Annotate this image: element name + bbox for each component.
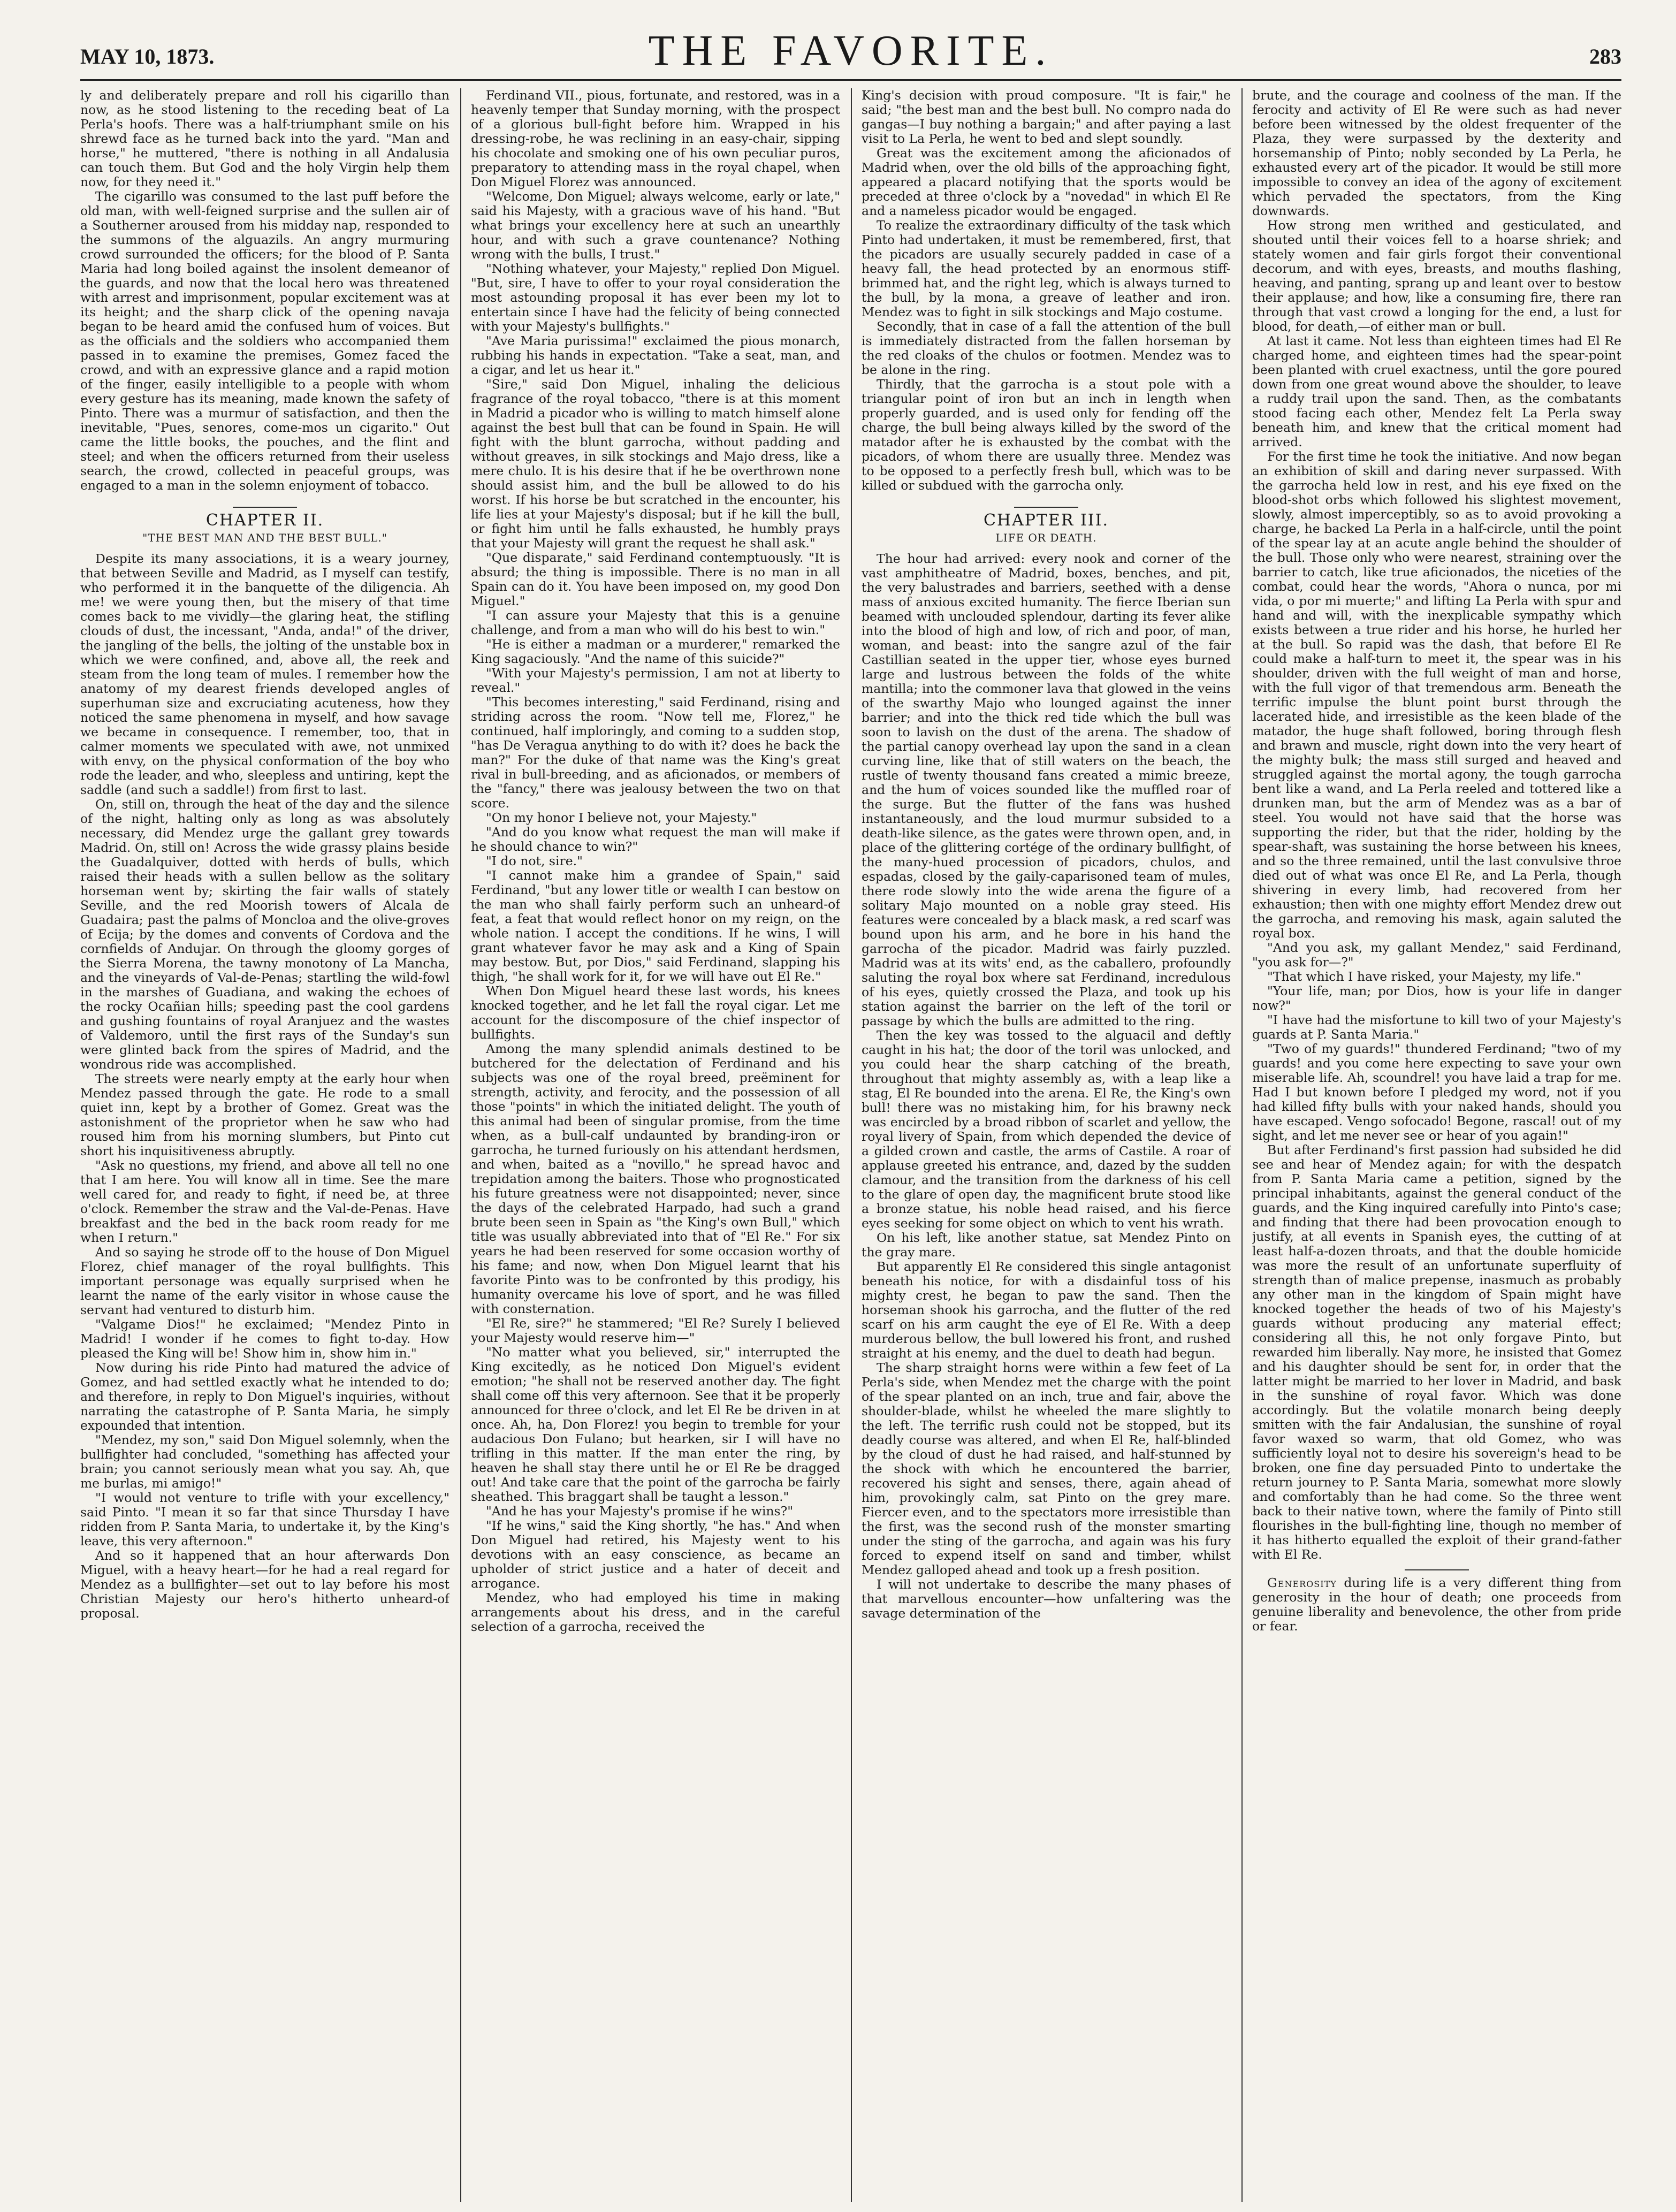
column-2 [471, 88, 840, 2202]
issue-date: MAY 10, 1873. [80, 44, 215, 68]
paragraph: "Two of my guards!" thundered Ferdinand; "two of my guards! and you come here expecting to save your own miserable life. Ah, scoundrel! you have laid a trap for me. Had I but known before I pledged my word, not if you had killed fifty bulls with your naked hands, should you have escaped. Vengo sofocado! Begone, rascal! out of my sight, and let me never see or hear of you again!" [1252, 1041, 1621, 1143]
paragraph: And so saying he strode off to the house of Don Miguel Florez, chief manager of the royal bullfights. This important personage was equally surprised when he learnt the name of the early visitor in whose cause the servant had ventured to disturb him. [80, 1245, 450, 1317]
paragraph: "El Re, sire?" he stammered; "El Re? Surely I believed your Majesty would reserve him—" [471, 1316, 840, 1345]
column-4 [1252, 88, 1621, 2202]
paragraph: And so it happened that an hour afterwards Don Miguel, with a heavy heart—for he had a real regard for Mendez as a bullfighter—set out to lay before his most Christian Majesty our hero's hitherto unheard-of proposal. [80, 1548, 450, 1621]
paragraph: "I can assure your Majesty that this is a genuine challenge, and from a man who will do his best to win." [471, 608, 840, 637]
paragraph: Mendez, who had employed his time in making arrangements about his dress, and in the careful selection of a garrocha, received the [471, 1590, 840, 1634]
column-divider [460, 88, 461, 2202]
paragraph: "With your Majesty's permission, I am not at liberty to reveal." [471, 666, 840, 695]
paragraph: "That which I have risked, your Majesty, my life." [1267, 969, 1581, 984]
paragraph: Secondly, that in case of a fall the attention of the bull is immediately distracted from the fallen horseman by the red cloaks of the chulos or footmen. Mendez was to be alone in the ring. [862, 319, 1231, 377]
paragraph: The sharp straight horns were within a few feet of La Perla's side, when Mendez met the charge with the point of the spear planted on an inch, true and fair, above the shoulder-blade, whilst he wheeled the mare slightly to the left. The terrific rush could not be stopped, but its deadly course was altered, and when El Re, half-blinded by the cloud of dust he had raised, and half-stunned by the shock with which he encountered the barrier, recovered his sight and senses, there, again ahead of him, provokingly calm, sat Pinto on the grey mare. Fiercer even, and to the spectators more irresistible than the first, was the second rush of the monster smarting under the sting of the garrocha, and again was his fury forced to expend itself on sand and timber, whilst Mendez galloped ahead and took up a fresh position. [862, 1360, 1231, 1577]
paragraph: "I would not venture to trifle with your excellency," said Pinto. "I mean it so far that since Thursday I have ridden from P. Santa Maria, to undertake it, by the King's leave, this very afternoon." [80, 1490, 450, 1549]
chapter-divider [1014, 507, 1078, 508]
column-divider [851, 88, 852, 2202]
paragraph: "If he wins," said the King shortly, "he has." And when Don Miguel had retired, his Majesty went to his devotions with an easy conscience, as became an upholder of strict justice and a hater of deceit and arrogance. [471, 1518, 840, 1591]
paragraph: "Valgame Dios!" he exclaimed; "Mendez Pinto in Madrid! I wonder if he comes to fight to-day. How pleased the King will be! Show him in, show him in." [80, 1317, 450, 1361]
paragraph: But apparently El Re considered this single antagonist beneath his notice, for with a disdainful toss of his mighty crest, he began to paw the sand. Then the horseman shook his garrocha, and the flutter of the red scarf on his arm caught the eye of El Re. With a deep murderous bellow, the bull lowered his front, and rushed straight at his enemy, and the duel to death had begun. [862, 1259, 1231, 1361]
header-rule [80, 79, 1621, 81]
paragraph: "Sire," said Don Miguel, inhaling the delicious fragrance of the royal tobacco, "there is at this moment in Madrid a picador who is willing to match himself alone against the best bull that can be found in Spain. He will fight with the blunt garrocha, without padding and without greaves, in silk stockings and Majo dress, like a mere chulo. It is his desire that if he be overthrown none should assist him, and the bull be allowed to do his worst. If his horse be but scratched in the encounter, his life lies at your Majesty's disposal; but if he kill the bull, or fight him until he falls exhausted, he humbly prays that your Majesty will grant the request he shall ask." [471, 377, 840, 551]
paragraph: "He is either a madman or a murderer," remarked the King sagaciously. "And the name of this suicide?" [471, 637, 840, 666]
paragraph: Thirdly, that the garrocha is a stout pole with a triangular point of iron but an inch in length when properly guarded, and is used only for fending off the charge, the bull being always killed by the sword of the matador after he is exhausted by the combat with the picadors, of whom there are usually three. Mendez was to be opposed to a perfectly fresh bull, which was to be killed or subdued with the garrocha only. [862, 377, 1231, 493]
page-header [80, 21, 1621, 75]
paragraph: "Ave Maria purissima!" exclaimed the pious monarch, rubbing his hands in expectation. "Take a seat, man, and a cigar, and let us hear it." [471, 333, 840, 377]
chapter-subtitle: "THE BEST MAN AND THE BEST BULL." [142, 531, 387, 544]
article-divider [1405, 1569, 1469, 1570]
paragraph: brute, and the courage and coolness of the man. If the ferocity and activity of El Re were such as had never before been witnessed by the oldest frequenter of the Plaza, they were surpassed by the dexterity and horsemanship of Pinto; nobly seconded by La Perla, he exhausted every art of the picador. It would be still more impossible to convey an idea of the agony of excitement which pervaded the spectators, from the King downwards. [1252, 88, 1621, 218]
lead-word: Generosity [1267, 1575, 1337, 1590]
chapter-divider [233, 507, 297, 508]
paragraph: "I cannot make him a grandee of Spain," said Ferdinand, "but any lower title or wealth I can bestow on the man who shall fairly perform such an unheard-of feat, a feat that would reflect honor on my reign, on the whole nation. I accept the conditions. If he wins, I will grant whatever favor he may ask and a King of Spain may bestow. But, por Dios," said Ferdinand, slapping his thigh, "he shall work for it, for we will have out El Re." [471, 868, 840, 984]
paragraph: "And do you know what request the man will make if he should chance to win?" [471, 825, 840, 854]
paragraph: I will not undertake to describe the many phases of that marvellous encounter—how unfaltering was the savage determination of the [862, 1577, 1231, 1621]
paragraph: "Que disparate," said Ferdinand contemptuously. "It is absurd; the thing is impossible. There is no man in all Spain can do it. You have been imposed on, my good Don Miguel." [471, 550, 840, 608]
paragraph: "I have had the misfortune to kill two of your Majesty's guards at P. Santa Maria." [1252, 1012, 1621, 1042]
paragraph: The cigarillo was consumed to the last puff before the old man, with well-feigned surprise and the sullen air of a Southerner aroused from his midday nap, responded to the summons of the alguazils. An angry murmuring crowd surrounded the officers; for the blood of P. Santa Maria had long boiled against the insolent demeanor of the guards, and now that the local hero was threatened with arrest and imprisonment, popular excitement was at its height; and the sharp click of the opening navaja began to be heard amid the confused hum of voices. But as the officials and the soldiers who accompanied them passed in to examine the premises, Gomez faced the crowd, and with an expressive glance and a rapid motion of the finger, easily intelligible to a people with whom every gesture has its meaning, made known the safety of Pinto. There was a murmur of satisfaction, and then the inevitable, "Pues, senores, come-mos un cigarito." Out came the little books, the pouches, and the flint and steel; and when the officers returned from their useless search, the crowd, collected in peaceful groups, was engaged to a man in the solemn enjoyment of tobacco. [80, 189, 450, 493]
page-number: 283 [1589, 44, 1621, 68]
paragraph: Despite its many associations, it is a weary journey, that between Seville and Madrid, as I myself can testify, who performed it in the banquette of the diligencia. Ah me! we were young then, but the misery of that time comes back to me vividly—the glaring heat, the stifling clouds of dust, the incessant, "Anda, anda!" of the driver, the jangling of the bells, the jolting of the unstable box in which we were confined, and, above all, the reek and steam from the long team of mules. I remember how the anatomy of my dearest friends developed angles of superhuman size and excruciating acuteness, how they noticed the same phenomena in myself, and how savage we became in consequence. I remember, too, that in calmer moments we speculated with awe, not unmixed with envy, on the physical conformation of the boy who rode the leader, and who, sleepless and untiring, kept the saddle (and such a saddle!) from first to last. [80, 551, 450, 797]
paragraph: King's decision with proud composure. "It is fair," he said; "the best man and the best bull. No compro nada do gangas—I buy nothing a bargain;" and after paying a last visit to La Perla, he went to bed and slept soundly. [862, 88, 1231, 146]
column-divider [1241, 88, 1243, 2202]
column-3 [862, 88, 1231, 2202]
paragraph: Among the many splendid animals destined to be butchered for the delectation of Ferdinand and his subjects was one of the royal breed, preëminent for strength, activity, and ferocity, and the possession of all those "points" in which the initiated delight. The youth of this animal had been of singular promise, from the time when, as a bull-calf undaunted by branding-iron or garrocha, he turned furiously on his attendant herdsmen, and when, baited as a "novillo," he spread havoc and trepidation among the baiters. Those who prognosticated his future greatness were not disappointed; never, since the days of the celebrated Harpado, had such a grand brute been seen in Spain as "the King's own Bull," which title was usually abbreviated into that of "El Re." For six years he had been reserved for some occasion worthy of his fame; and now, when Don Miguel learnt that his favorite Pinto was to be confronted by this prodigy, his humanity overcame his love of sport, and he was filled with consternation. [471, 1041, 840, 1316]
paragraph: "I do not, sire." [486, 853, 583, 868]
paragraph: "Ask no questions, my friend, and above all tell no one that I am here. You will know all in time. See the mare well cared for, and ready to fight, if need be, at three o'clock. Remember the straw and the Val-de-Penas. Have breakfast and the bed in the back room ready for me when I return." [80, 1158, 450, 1245]
paragraph: "Nothing whatever, your Majesty," replied Don Miguel. "But, sire, I have to offer to your royal consideration the most astounding proposal it has ever been my lot to entertain since I have had the felicity of being connected with your Majesty's bullfights." [471, 261, 840, 334]
paragraph: On, still on, through the heat of the day and the silence of the night, halting only as long as was absolutely necessary, did Mendez urge the gallant grey towards Madrid. On, still on! Across the wide grassy plains beside the Guadalquiver, dotted with herds of bulls, which raised their heads with a sullen bellow as the solitary horseman went by; skirting the fair walls of stately Seville, and the red Moorish towers of Alcala de Guadaira; past the palms of Moncloa and the olive-groves of Ecija; by the domes and convents of Cordova and the cornfields of Andujar. On through the gloomy gorges of the Sierra Morena, the tawny monotony of La Mancha, and the vineyards of Val-de-Penas; startling the wild-fowl in the marshes of Guadiana, and waking the echoes of the rocky Ocañian hills; speeding past the cool gardens and gushing fountains of royal Aranjuez and the wastes of Valdemoro, until the first rays of the Sunday's sun were glinted back from the spires of Madrid, and the wondrous ride was accomplished. [80, 797, 450, 1072]
chapter-subtitle: LIFE OR DEATH. [995, 531, 1097, 544]
column-1 [80, 88, 450, 2202]
article-columns [80, 88, 1621, 2207]
filler-text: during life is a very different thing from generosity in the hour of death; one proceeds from genuine liberality and benevolence, the other from pride or fear. [1252, 1575, 1621, 1634]
paragraph: ly and deliberately prepare and roll his cigarillo than now, as he stood listening to the receding beat of La Perla's hoofs. There was a half-triumphant smile on his shrewd face as he turned back into the yard. "Man and horse," he muttered, "there is nothing in all Andalusia can touch them. But God and the holy Virgin help them now, for they need it." [80, 88, 450, 189]
paragraph: "And you ask, my gallant Mendez," said Ferdinand, "you ask for—?" [1252, 940, 1621, 970]
paragraph: To realize the extraordinary difficulty of the task which Pinto had undertaken, it must be remembered, first, that the picadors are usually securely padded in case of a heavy fall, the head protected by an enormous stiff-brimmed hat, and the right leg, which is always turned to the bull, by la mona, a greave of leather and iron. Mendez was to fight in silk stockings and Majo costume. [862, 218, 1231, 319]
paragraph: "And he has your Majesty's promise if he wins?" [486, 1504, 794, 1519]
paragraph: Now during his ride Pinto had matured the advice of Gomez, and had settled exactly what he intended to do; and therefore, in reply to Don Miguel's inquiries, without narrating the catastrophe of P. Santa Maria, he simply expounded that intention. [80, 1360, 450, 1433]
paragraph: When Don Miguel heard these last words, his knees knocked together, and he let fall the royal cigar. Let me account for the discomposure of the chief inspector of bullfights. [471, 983, 840, 1042]
paragraph: "Welcome, Don Miguel; always welcome, early or late," said his Majesty, with a gracious wave of his hand. "But what brings your excellency here at such an unearthly hour, and with such a grave countenance? Nothing wrong with the bulls, I trust." [471, 189, 840, 262]
paragraph: "No matter what you believed, sir," interrupted the King excitedly, as he noticed Don Miguel's evident emotion; "he shall not be reserved another day. The fight shall come off this very afternoon. See that it be properly announced for three o'clock, and let El Re be driven in at once. Ah, ha, Don Florez! you begin to tremble for your audacious Don Fulano; but hearken, sir I will have no trifling in this matter. If the man enter the ring, by heaven he shall stay there until he or El Re be dragged out! And take care that the point of the garrocha be fairly sheathed. This braggart shall be taught a lesson." [471, 1345, 840, 1504]
paragraph: How strong men writhed and gesticulated, and shouted until their voices fell to a hoarse shriek; and stately women and fair girls forgot their conventional decorum, and with eyes, breasts, and mouths flashing, heaving, and panting, sprang up and leant over to bestow their applause; and how, like a consuming fire, there ran through that vast crowd a longing for the end, a lust for blood, for death,—of either man or bull. [1252, 218, 1621, 334]
filler-paragraph [1252, 1576, 1621, 1634]
paragraph: "On my honor I believe not, your Majesty." [486, 810, 757, 825]
paragraph: The hour had arrived: every nook and corner of the vast amphitheatre of Madrid, boxes, benches, and pit, the very balustrades and barriers, seethed with a dense mass of anxious excited humanity. The fierce Iberian sun beamed with unclouded splendour, darting its fever alike into the blood of high and low, of rich and poor, of man, woman, and beast: into the sangre azul of the fair Castillian seated in the upper tier, whose eyes burned large and lustrous between the folds of the white mantilla; into the commoner lava that glowed in the veins of the swarthy Majo who lounged against the inner barrier; and into the thick red tide which the bull was soon to lavish on the dust of the arena. The shadow of the partial canopy overhead lay upon the sand in a clean curving line, like that of still waters on the beach, the rustle of twenty thousand fans created a mimic breeze, and the hum of voices sounded like the muffled roar of the surge. But the flutter of the fans was hushed instantaneously, and the loud murmur subsided to a death-like silence, as the gates were thrown open, and, in place of the glittering cortége of the ordinary bullfight, of the many-hued procession of picadors, chulos, and espadas, closed by the gaily-caparisoned team of mules, there rode slowly into the wide arena the figure of a solitary Majo mounted on a noble gray steed. His features were concealed by a black mask, a red scarf was bound upon his arm, and he bore in his hand the garrocha of the picador. Madrid was fairly puzzled. Madrid was at its wits' end, as the caballero, profoundly saluting the royal box where sat Ferdinand, incredulous of his eyes, quietly crossed the Plaza, and took up his station against the barrier on the left of the toril or passage by which the bulls are admitted to the ring. [862, 551, 1231, 1028]
paragraph: At last it came. Not less than eighteen times had El Re charged home, and eighteen times had the spear-point been planted with cruel exactness, until the gore poured down from one great wound above the shoulder, to leave a ruddy trail upon the sand. Then, as the combatants stood facing each other, Mendez felt La Perla sway beneath him, and knew that the critical moment had arrived. [1252, 333, 1621, 449]
masthead-title: THE FAVORITE. [648, 27, 1054, 74]
chapter-heading: CHAPTER II. [205, 511, 324, 530]
paragraph: Ferdinand VII., pious, fortunate, and restored, was in a heavenly temper that Sunday morning, with the prospect of a glorious bull-fight before him. Wrapped in his dressing-robe, he was reclining in an easy-chair, sipping his chocolate and smoking one of his own peculiar puros, preparatory to attending mass in the royal chapel, when Don Miguel Florez was announced. [471, 88, 840, 189]
paragraph: "Your life, man; por Dios, how is your life in danger now?" [1252, 983, 1621, 1013]
paragraph: The streets were nearly empty at the early hour when Mendez passed through the gate. He rode to a small quiet inn, kept by a brother of Gomez. Great was the astonishment of the proprietor when he saw who had roused him from his morning slumbers, but Pinto cut short his inquisitiveness abruptly. [80, 1071, 450, 1158]
paragraph: On his left, like another statue, sat Mendez Pinto on the gray mare. [862, 1230, 1231, 1260]
chapter-heading: CHAPTER III. [983, 511, 1109, 530]
paragraph: For the first time he took the initiative. And now began an exhibition of skill and daring never surpassed. With the garrocha held low in rest, and his eye fixed on the blood-shot orbs which followed his slightest movement, slowly, almost imperceptibly, so as to avoid provoking a charge, he backed La Perla in a half-circle, until the point of the spear lay at an acute angle behind the shoulder of the bull. Those only who were nearest, straining over the barrier to catch, like true aficionados, the niceties of the combat, could hear the words, "Ahora o nunca, por mi vida, o por mi muerte;" and lifting La Perla with spur and hand and will, with the inexplicable sympathy which exists between a true rider and his horse, he hurled her at the bull. So rapid was the dash, that before El Re could make a half-turn to meet it, the spear was in his shoulder, driven with the full weight of man and horse, with the full vigor of that tremendous arm. Beneath the terrific impulse the blunt point burst through the lacerated hide, and irresistible as the keen blade of the matador, the huge shaft followed, boring through flesh and brawn and muscle, right down into the very heart of the mighty bulk; the mass still surged and heaved and struggled against the mortal agony, the tough garrocha bent like a wand, and La Perla reeled and tottered like a drunken man, but the arm of Mendez was as a bar of steel. You would not have said that the horse was supporting the rider, but that the rider, holding by the spear-shaft, was sustaining the horse between his knees, and so the three remained, until the last convulsive throe died out of what was once El Re, and La Perla, though shivering in every limb, had recovered from her exhaustion; then with one mighty effort Mendez drew out the garrocha, and removing his mask, again saluted the royal box. [1252, 449, 1621, 941]
paragraph: But after Ferdinand's first passion had subsided he did see and hear of Mendez again; for with the despatch from P. Santa Maria came a petition, signed by the principal inhabitants, against the general conduct of the guards, and the King inquired carefully into Pinto's case; and finding that there had been provocation enough to justify, at all events in Spanish eyes, the cutting of at least half-a-dozen throats, and that the double homicide was more the result of an unfortunate superfluity of strength than of malice prepense, inasmuch as probably any other man in the kingdom of Spain might have knocked together the heads of two of his Majesty's guards without producing any material effect; considering all this, he not only forgave Pinto, but rewarded him liberally. Nay more, he insisted that Gomez and his daughter should be sent for, in order that the latter might be married to her lover in Madrid, and bask in the sunshine of royal favor. Which was done accordingly. But the volatile monarch being deeply smitten with the fair Andalusian, the sunshine of royal favor waxed so warm, that old Gomez, who was sufficiently loyal not to desire his sovereign's head to be broken, one fine day persuaded Pinto to undertake the return journey to P. Santa Maria, somewhat more slowly and comfortably than he had come. So the three went back to their native town, where the family of Pinto still flourishes in the bull-fighting line, though no member of it has hitherto equalled the exploit of their grand-father with El Re. [1252, 1142, 1621, 1562]
paragraph: Great was the excitement among the aficionados of Madrid when, over the old bills of the approaching fight, appeared a placard notifying that the sports would be preceded at three o'clock by a "novedad" in which El Re and a nameless picador would be engaged. [862, 146, 1231, 218]
paragraph: Then the key was tossed to the alguacil and deftly caught in his hat; the door of the toril was unlocked, and you could hear the sharp catching of the breath, throughout that mighty assembly as, with a leap like a stag, El Re bounded into the arena. El Re, the King's own bull! there was no mistaking him, for his brawny neck was encircled by a broad ribbon of scarlet and yellow, the royal livery of Spain, from which depended the device of a gilded crown and castle, the arms of Castile. A roar of applause greeted his entrance, and, dazed by the sudden clamour, and the transition from the darkness of his cell to the glare of open day, the magnificent brute stood like a bronze statue, his noble head raised, and his fierce eyes seeking for some object on which to vent his wrath. [862, 1028, 1231, 1231]
paragraph: "This becomes interesting," said Ferdinand, rising and striding across the room. "Now tell me, Florez," he continued, half imploringly, and coming to a sudden stop, "has De Veragua anything to do with it? does he back the man?" For the duke of that name was the King's great rival in bull-breeding, and as aficionados, or members of the "fancy," there was jealousy between the two on that score. [471, 695, 840, 811]
paragraph: "Mendez, my son," said Don Miguel solemnly, when the bullfighter had concluded, "something has affected your brain; you cannot seriously mean what you say. Ah, que me burlas, mi amigo!" [80, 1432, 450, 1491]
